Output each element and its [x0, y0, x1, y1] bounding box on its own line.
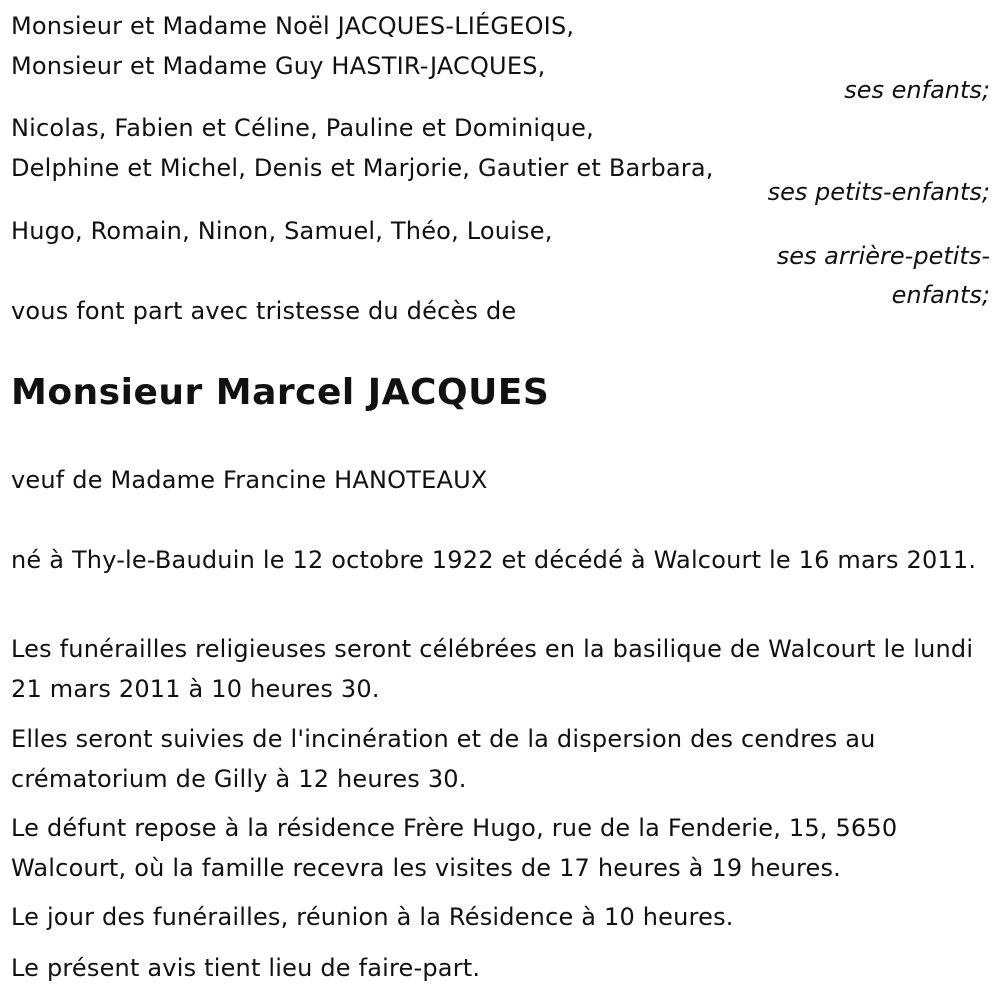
grandchildren-line-1: Nicolas, Fabien et Céline, Pauline et Dominique, [11, 114, 594, 142]
detail-meeting: Le jour des funérailles, réunion à la Résidence à 10 heures. [11, 903, 734, 931]
detail-cremation: Elles seront suivies de l'incinération et de la dispersion des cendres au crématorium de Gilly à 12 heures 30. [11, 725, 876, 793]
detail-repose: Le défunt repose à la résidence Frère Hugo, rue de la Fenderie, 15, 5650 Walcourt, où la famille recevra les visites de 17 heures à 19 heures. [11, 814, 898, 882]
detail-birth-death: né à Thy-le-Bauduin le 12 octobre 1922 et décédé à Walcourt le 16 mars 2011. [11, 546, 977, 574]
detail-funeral: Les funérailles religieuses seront célébrées en la basilique de Walcourt le lundi 21 mars 2011 à 10 heures 30. [11, 635, 974, 703]
great-grandchildren-line: Hugo, Romain, Ninon, Samuel, Théo, Louise, [11, 217, 553, 245]
detail-notice: Le présent avis tient lieu de faire-part. [11, 954, 481, 982]
grandchildren-line-2: Delphine et Michel, Denis et Marjorie, Gautier et Barbara, [11, 154, 714, 182]
grandchildren-role: ses petits-enfants; [767, 178, 990, 206]
children-line-2: Monsieur et Madame Guy HASTIR-JACQUES, [11, 52, 546, 80]
children-line-1: Monsieur et Madame Noël JACQUES-LIÉGEOIS, [11, 12, 575, 40]
announcement: vous font part avec tristesse du décès de [11, 297, 517, 325]
deceased-name: Monsieur Marcel JACQUES [11, 372, 550, 413]
widower-of: veuf de Madame Francine HANOTEAUX [11, 466, 488, 494]
great-grandchildren-role-1: ses arrière-petits- [776, 242, 990, 270]
children-role: ses enfants; [844, 76, 990, 104]
great-grandchildren-role-2: enfants; [891, 281, 990, 309]
